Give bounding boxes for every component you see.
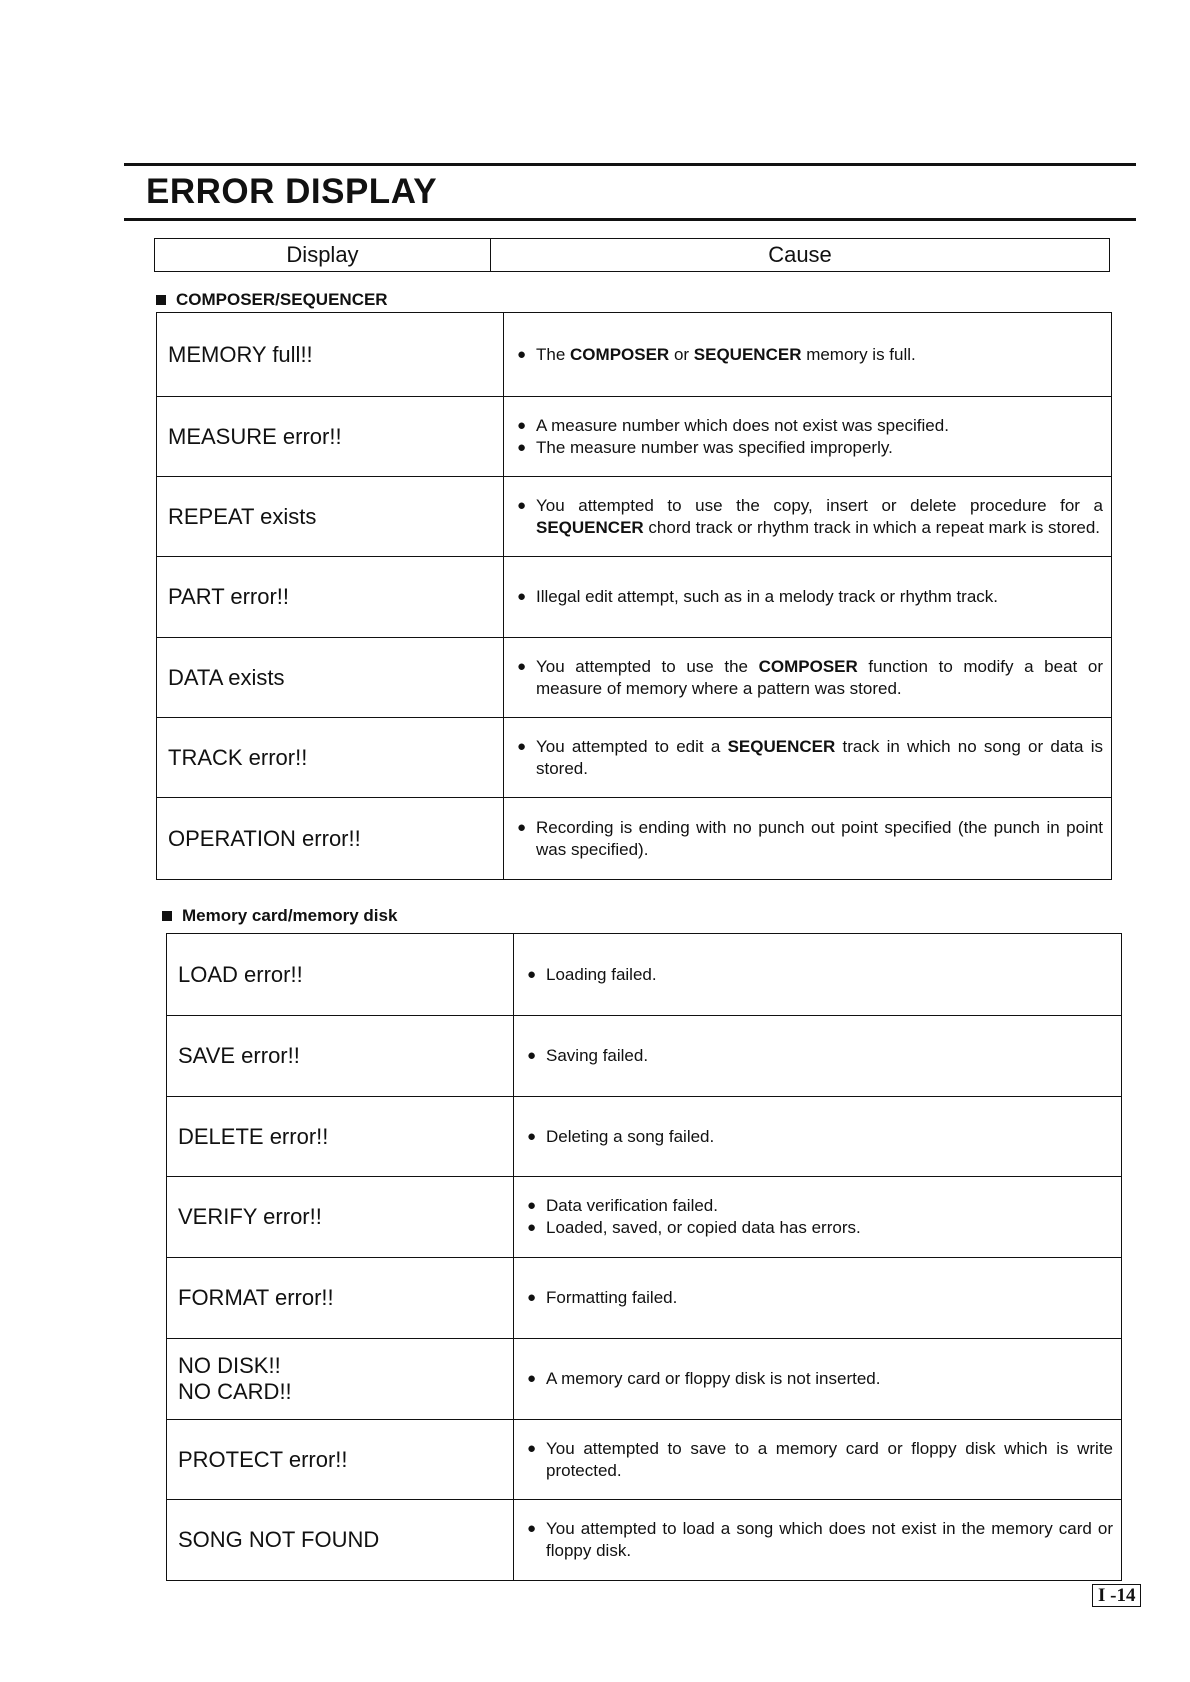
column-header — [154, 238, 1110, 272]
cause-bullet — [527, 1195, 1113, 1217]
cause-bullet — [517, 415, 1103, 437]
cause-bullet — [517, 736, 1103, 780]
error-row — [167, 1339, 1122, 1420]
bold-term: SEQUENCER — [536, 517, 644, 537]
error-display-text: FORMAT error!! — [178, 1285, 334, 1310]
cause-text: The COMPOSER or SEQUENCER memory is full. — [536, 344, 916, 364]
square-bullet-icon — [162, 911, 172, 921]
error-cause-cell — [504, 638, 1112, 718]
cause-text: Saving failed. — [546, 1046, 649, 1065]
page-number: I -14 — [1092, 1584, 1141, 1607]
bullet-dot-icon: ● — [527, 1370, 537, 1387]
bullet-dot-icon: ● — [517, 657, 527, 675]
bullet-dot-icon: ● — [517, 588, 527, 605]
error-cause-cell — [504, 313, 1112, 397]
cause-text: You attempted to save to a memory card or floppy disk which is write protected. — [546, 1438, 1113, 1480]
cause-text: A measure number which does not exist was specified. — [536, 415, 949, 435]
error-row — [167, 1177, 1122, 1258]
error-row — [167, 1420, 1122, 1500]
error-cause-cell — [504, 718, 1112, 798]
error-display-text: LOAD error!! — [178, 961, 303, 987]
error-row — [157, 798, 1112, 880]
error-row — [157, 313, 1112, 397]
error-display-text: MEMORY full!! — [168, 341, 313, 367]
cause-text: Loading failed. — [546, 964, 657, 984]
error-display-text: TRACK error!! — [168, 744, 308, 770]
error-display-cell — [157, 718, 504, 798]
cause-text: A memory card or floppy disk is not inserted. — [546, 1369, 881, 1388]
error-display-text: DELETE error!! — [178, 1123, 329, 1149]
cause-text: You attempted to use the COMPOSER function to modify a beat or measure of memory where a pattern was stored. — [536, 656, 1103, 698]
cause-text: You attempted to edit a SEQUENCER track in which no song or data is stored. — [536, 736, 1103, 778]
square-bullet-icon — [156, 295, 166, 305]
page-title: ERROR DISPLAY — [146, 172, 438, 211]
cause-bullet — [527, 1368, 1113, 1390]
cause-bullet — [527, 1045, 1113, 1067]
error-display-cell — [167, 1258, 514, 1339]
top-rule — [124, 163, 1136, 166]
error-row — [167, 1500, 1122, 1581]
error-row — [167, 934, 1122, 1016]
cause-text: Formatting failed. — [546, 1288, 678, 1307]
error-display-cell — [167, 934, 514, 1016]
error-display-cell — [157, 638, 504, 718]
cause-bullet — [527, 1287, 1113, 1309]
cause-text: You attempted to use the copy, insert or delete procedure for a SEQUENCER chord track or rhythm track in which a repeat mark is stored. — [536, 495, 1103, 537]
cause-text: The measure number was specified improperly. — [536, 437, 893, 457]
error-row — [157, 718, 1112, 798]
cause-column-header: Cause — [768, 242, 832, 267]
error-cause-cell — [514, 1016, 1122, 1097]
title-underline — [124, 218, 1136, 221]
cause-bullet — [527, 964, 1113, 986]
error-cause-cell — [504, 477, 1112, 557]
error-cause-cell — [514, 1097, 1122, 1177]
cause-bullet — [517, 817, 1103, 861]
cause-bullet — [517, 495, 1103, 539]
error-display-text: SAVE error!! — [178, 1043, 300, 1068]
cause-bullet — [527, 1438, 1113, 1482]
error-cause-cell — [514, 1339, 1122, 1420]
error-cause-cell — [504, 557, 1112, 638]
display-column-header: Display — [155, 239, 491, 271]
bullet-dot-icon: ● — [527, 1219, 537, 1236]
error-row — [157, 477, 1112, 557]
cause-bullet — [517, 344, 1103, 366]
cause-bullet — [527, 1518, 1113, 1562]
cause-text: Loaded, saved, or copied data has errors. — [546, 1218, 861, 1237]
error-display-text: PART error!! — [168, 584, 290, 609]
bullet-dot-icon: ● — [517, 438, 527, 456]
error-cause-cell — [504, 798, 1112, 880]
bullet-dot-icon: ● — [527, 1289, 537, 1306]
section-heading-label: COMPOSER/SEQUENCER — [176, 290, 388, 309]
error-display-text: OPERATION error!! — [168, 825, 361, 851]
error-display-text: NO CARD!! — [178, 1379, 292, 1404]
bullet-dot-icon: ● — [517, 345, 527, 363]
error-row — [157, 557, 1112, 638]
cause-bullet — [517, 437, 1103, 459]
error-cause-cell — [514, 1420, 1122, 1500]
error-display-text: PROTECT error!! — [178, 1446, 348, 1472]
bullet-dot-icon: ● — [527, 1520, 537, 1537]
cause-bullet — [527, 1126, 1113, 1148]
bullet-dot-icon: ● — [527, 965, 537, 983]
error-cause-cell — [514, 934, 1122, 1016]
error-display-text: SONG NOT FOUND — [178, 1527, 380, 1552]
error-display-text: REPEAT exists — [168, 503, 317, 529]
error-display-text: MEASURE error!! — [168, 423, 342, 449]
error-display-cell — [167, 1177, 514, 1258]
cause-bullet — [517, 586, 1103, 608]
error-display-cell — [167, 1339, 514, 1420]
error-cause-cell — [514, 1258, 1122, 1339]
error-cause-cell — [514, 1177, 1122, 1258]
bold-term: SEQUENCER — [727, 736, 836, 756]
error-row — [167, 1016, 1122, 1097]
error-display-cell — [157, 477, 504, 557]
memory-card-error-table — [166, 933, 1122, 1581]
bullet-dot-icon: ● — [527, 1197, 537, 1214]
section-heading-composer-sequencer — [156, 290, 388, 310]
error-row — [157, 397, 1112, 477]
error-display-cell — [167, 1016, 514, 1097]
bullet-dot-icon: ● — [517, 496, 527, 514]
bullet-dot-icon: ● — [527, 1047, 537, 1064]
section-heading-label: Memory card/memory disk — [182, 906, 398, 925]
error-cause-cell — [504, 397, 1112, 477]
error-display-cell — [157, 798, 504, 880]
bullet-dot-icon: ● — [517, 737, 527, 755]
error-display-text: DATA exists — [168, 664, 285, 690]
section-heading-memory-card — [162, 906, 397, 926]
cause-text: Data verification failed. — [546, 1196, 718, 1215]
error-display-cell — [157, 557, 504, 638]
cause-bullet — [517, 656, 1103, 700]
bold-term: COMPOSER — [758, 656, 858, 676]
error-cause-cell — [514, 1500, 1122, 1581]
cause-text: Recording is ending with no punch out point specified (the punch in point was specified). — [536, 817, 1103, 859]
cause-text: You attempted to load a song which does not exist in the memory card or floppy disk. — [546, 1519, 1113, 1560]
error-row — [167, 1097, 1122, 1177]
cause-text: Deleting a song failed. — [546, 1126, 715, 1146]
bold-term: COMPOSER — [570, 344, 670, 364]
error-display-cell — [167, 1420, 514, 1500]
error-display-cell — [167, 1500, 514, 1581]
bullet-dot-icon: ● — [527, 1127, 537, 1145]
error-display-text: VERIFY error!! — [178, 1204, 322, 1229]
bullet-dot-icon: ● — [517, 416, 527, 434]
error-row — [167, 1258, 1122, 1339]
error-display-cell — [157, 397, 504, 477]
error-row — [157, 638, 1112, 718]
error-display-cell — [157, 313, 504, 397]
composer-sequencer-error-table — [156, 312, 1112, 880]
error-display-text: NO DISK!! — [178, 1353, 281, 1378]
bold-term: SEQUENCER — [693, 344, 802, 364]
cause-bullet — [527, 1217, 1113, 1239]
bullet-dot-icon: ● — [517, 818, 527, 836]
cause-text: Illegal edit attempt, such as in a melody track or rhythm track. — [536, 587, 999, 606]
bullet-dot-icon: ● — [527, 1439, 537, 1457]
error-display-cell — [167, 1097, 514, 1177]
